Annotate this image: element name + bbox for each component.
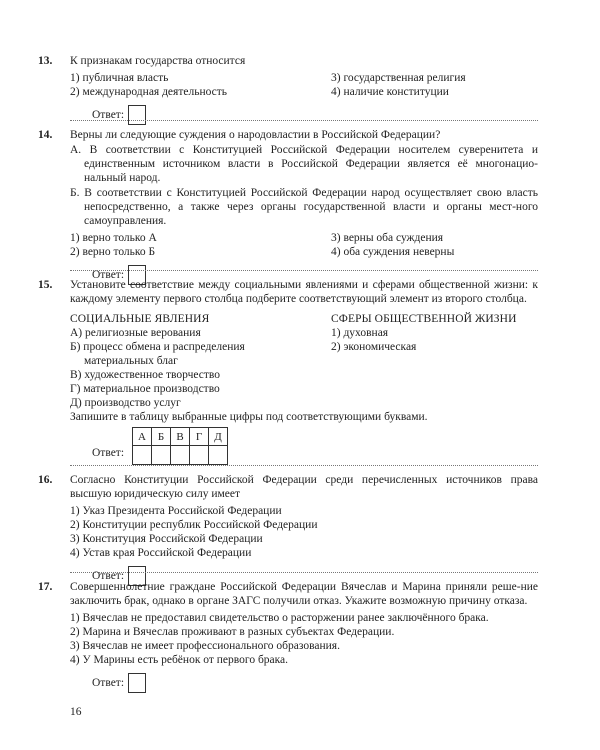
left-item-v: В) художественное творчество	[70, 369, 220, 381]
answer-box[interactable]	[128, 673, 146, 693]
answer-row	[70, 103, 538, 127]
answer-row	[70, 426, 538, 466]
options-grid	[70, 71, 538, 99]
answer-cell[interactable]	[171, 446, 190, 465]
right-column	[331, 312, 538, 410]
option-2: 2) Конституции республик Российской Федерации	[70, 519, 318, 531]
separator	[70, 120, 538, 121]
option-1: 1) Вячеслав не предоставил свидетельство о расторжении ранее заключённого брака.	[70, 612, 489, 624]
answer-label: Ответ:	[92, 570, 125, 582]
option-2: 2) верно только Б	[70, 246, 156, 258]
answer-cell[interactable]	[209, 446, 228, 465]
answer-label: Ответ:	[92, 269, 125, 281]
question-number: 13.	[38, 55, 53, 67]
table-letter: В	[171, 428, 190, 446]
table-letter: Б	[152, 428, 171, 446]
matching-columns	[70, 312, 538, 410]
left-item-g: Г) материальное производство	[70, 383, 220, 395]
separator	[70, 572, 538, 573]
option-1: 1) верно только А	[70, 232, 157, 244]
option-2: 2) международная деятельность	[70, 86, 228, 98]
option-1: 1) Указ Президента Российской Федерации	[70, 505, 282, 517]
left-column-heading: СОЦИАЛЬНЫЕ ЯВЛЕНИЯ	[70, 313, 210, 325]
statement-a: А. В соответствии с Конституцией Российской Федерации носителем суверенитета и единственным источником власти в Российской Федерации является её многонацио-нальный народ.	[70, 144, 538, 184]
question-number: 16.	[38, 474, 53, 486]
question-stem: Совершеннолетние граждане Российской Федерации Вячеслав и Марина приняли реше-ние заключить брак, однако в органе ЗАГС получили отказ. Укажите возможную причину отказа.	[70, 581, 538, 607]
separator	[70, 465, 538, 466]
answer-label: Ответ:	[92, 109, 125, 121]
question-stem: К признакам государства относится	[70, 55, 246, 67]
answer-box[interactable]	[128, 105, 146, 125]
option-2: 2) Марина и Вячеслав проживают в разных субъектах Федерации.	[70, 626, 395, 638]
page-number: 16	[70, 706, 82, 718]
question-number: 14.	[38, 129, 53, 141]
answer-cell[interactable]	[190, 446, 209, 465]
options-list	[70, 611, 538, 667]
question-number: 17.	[38, 581, 53, 593]
option-4: 4) У Марины есть ребёнок от первого брака.	[70, 654, 289, 666]
separator	[70, 270, 538, 271]
option-3: 3) Вячеслав не имеет профессионального образования.	[70, 640, 340, 652]
right-item-1: 1) духовная	[331, 327, 389, 339]
option-3: 3) верны оба суждения	[331, 232, 444, 244]
question-13	[38, 54, 538, 127]
left-item-a: А) религиозные верования	[70, 327, 201, 339]
table-letter: Г	[190, 428, 209, 446]
options-list	[70, 504, 538, 560]
question-17	[38, 580, 538, 695]
table-instruction: Запишите в таблицу выбранные цифры под соответствующими буквами.	[70, 411, 428, 423]
question-stem: Верны ли следующие суждения о народовластии в Российской Федерации?	[70, 129, 441, 141]
option-4: 4) наличие конституции	[331, 86, 449, 98]
answer-cell[interactable]	[152, 446, 171, 465]
left-item-d: Д) производство услуг	[70, 397, 181, 409]
answer-label: Ответ:	[92, 447, 125, 459]
answer-label: Ответ:	[92, 677, 125, 689]
answer-table	[132, 427, 228, 465]
answer-cell[interactable]	[133, 446, 152, 465]
left-item-b: Б) процесс обмена и распределения материальных благ	[70, 341, 245, 367]
option-4: 4) Устав края Российской Федерации	[70, 547, 252, 559]
question-stem: Согласно Конституции Российской Федерации среди перечисленных источников права высшую юридическую силу имеет	[70, 474, 538, 500]
question-15	[38, 278, 538, 466]
option-1: 1) публичная власть	[70, 72, 169, 84]
answer-row	[70, 671, 538, 695]
right-column-heading: СФЕРЫ ОБЩЕСТВЕННОЙ ЖИЗНИ	[331, 313, 517, 325]
options-grid	[70, 231, 538, 259]
option-4: 4) оба суждения неверны	[331, 246, 455, 258]
table-letter: А	[133, 428, 152, 446]
question-number: 15.	[38, 279, 53, 291]
question-stem: Установите соответствие между социальными явлениями и сферами общественной жизни: к каждому элементу первого столбца подберите соответствующий элемент из второго столбца.	[70, 279, 538, 305]
option-3: 3) Конституция Российской Федерации	[70, 533, 263, 545]
option-3: 3) государственная религия	[331, 72, 466, 84]
left-column	[70, 312, 331, 410]
right-item-2: 2) экономическая	[331, 341, 417, 353]
table-letter: Д	[209, 428, 228, 446]
statement-b: Б. В соответствии с Конституцией Российской Федерации народ осуществляет свою власть непосредственно, а также через органы государственной власти и органы мест-ного самоуправления.	[70, 187, 538, 227]
